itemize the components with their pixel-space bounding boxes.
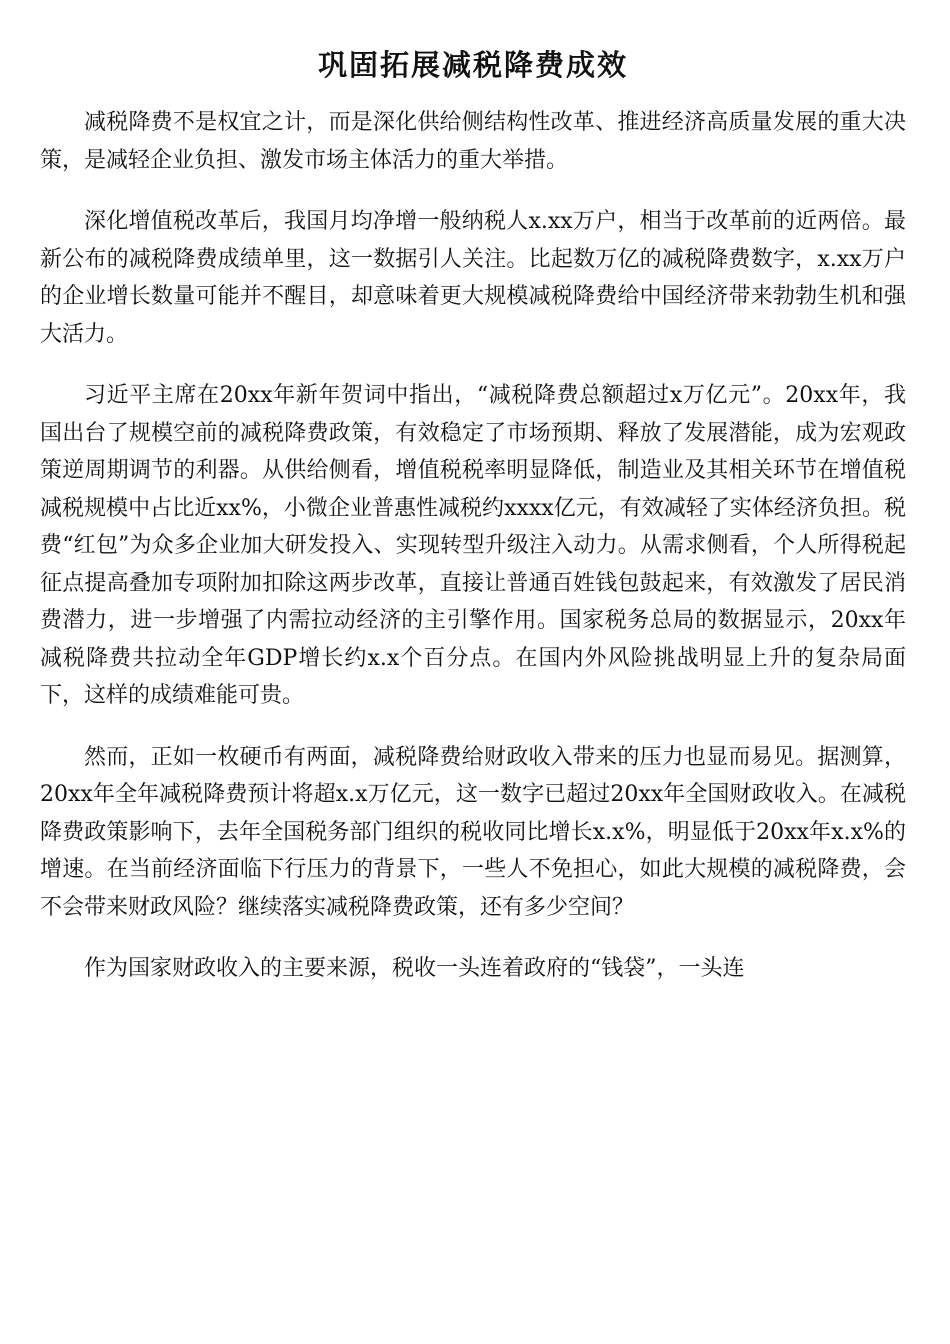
- paragraph-2: 深化增值税改革后，我国月均净增一般纳税人x.xx万户，相当于改革前的近两倍。最新公布的减税降费成绩单里，这一数据引人关注。比起数万亿的减税降费数字，x.xx万户的企业增长数量可能并不醒目，却意味着更大规模减税降费给中国经济带来勃勃生机和强大活力。: [40, 209, 906, 347]
- paragraph-4: 然而，正如一枚硬币有两面，减税降费给财政收入带来的压力也显而易见。据测算，20xx年全年减税降费预计将超x.x万亿元，这一数字已超过20xx年全国财政收入。在减税降费政策影响下，去年全国税务部门组织的税收同比增长x.x%，明显低于20xx年x.x%的增速。在当前经济面临下行压力的背景下，一些人不免担心，如此大规模的减税降费，会不会带来财政风险？继续落实减税降费政策，还有多少空间？: [40, 744, 906, 920]
- paragraph-3: 习近平主席在20xx年新年贺词中指出，“减税降费总额超过x万亿元”。20xx年，我国出台了规模空前的减税降费政策，有效稳定了市场预期、释放了发展潜能，成为宏观政策逆周期调节的利器。从供给侧看，增值税税率明显降低，制造业及其相关环节在增值税减税规模中占比近xx%，小微企业普惠性减税约xxxx亿元，有效减轻了实体经济负担。税费“红包”为众多企业加大研发投入、实现转型升级注入动力。从需求侧看，个人所得税起征点提高叠加专项附加扣除这两步改革，直接让普通百姓钱包鼓起来，有效激发了居民消费潜力，进一步增强了内需拉动经济的主引擎作用。国家税务总局的数据显示，20xx年减税降费共拉动全年GDP增长约x.x个百分点。在国内外风险挑战明显上升的复杂局面下，这样的成绩难能可贵。: [40, 383, 906, 708]
- paragraph-1: 减税降费不是权宜之计，而是深化供给侧结构性改革、推进经济高质量发展的重大决策，是减轻企业负担、激发市场主体活力的重大举措。: [40, 110, 906, 173]
- document-page: [40, 40, 906, 1012]
- paragraph-5: 作为国家财政收入的主要来源，税收一头连着政府的“钱袋”，一头连: [84, 956, 745, 981]
- document-title: 巩固拓展减税降费成效: [317, 48, 628, 82]
